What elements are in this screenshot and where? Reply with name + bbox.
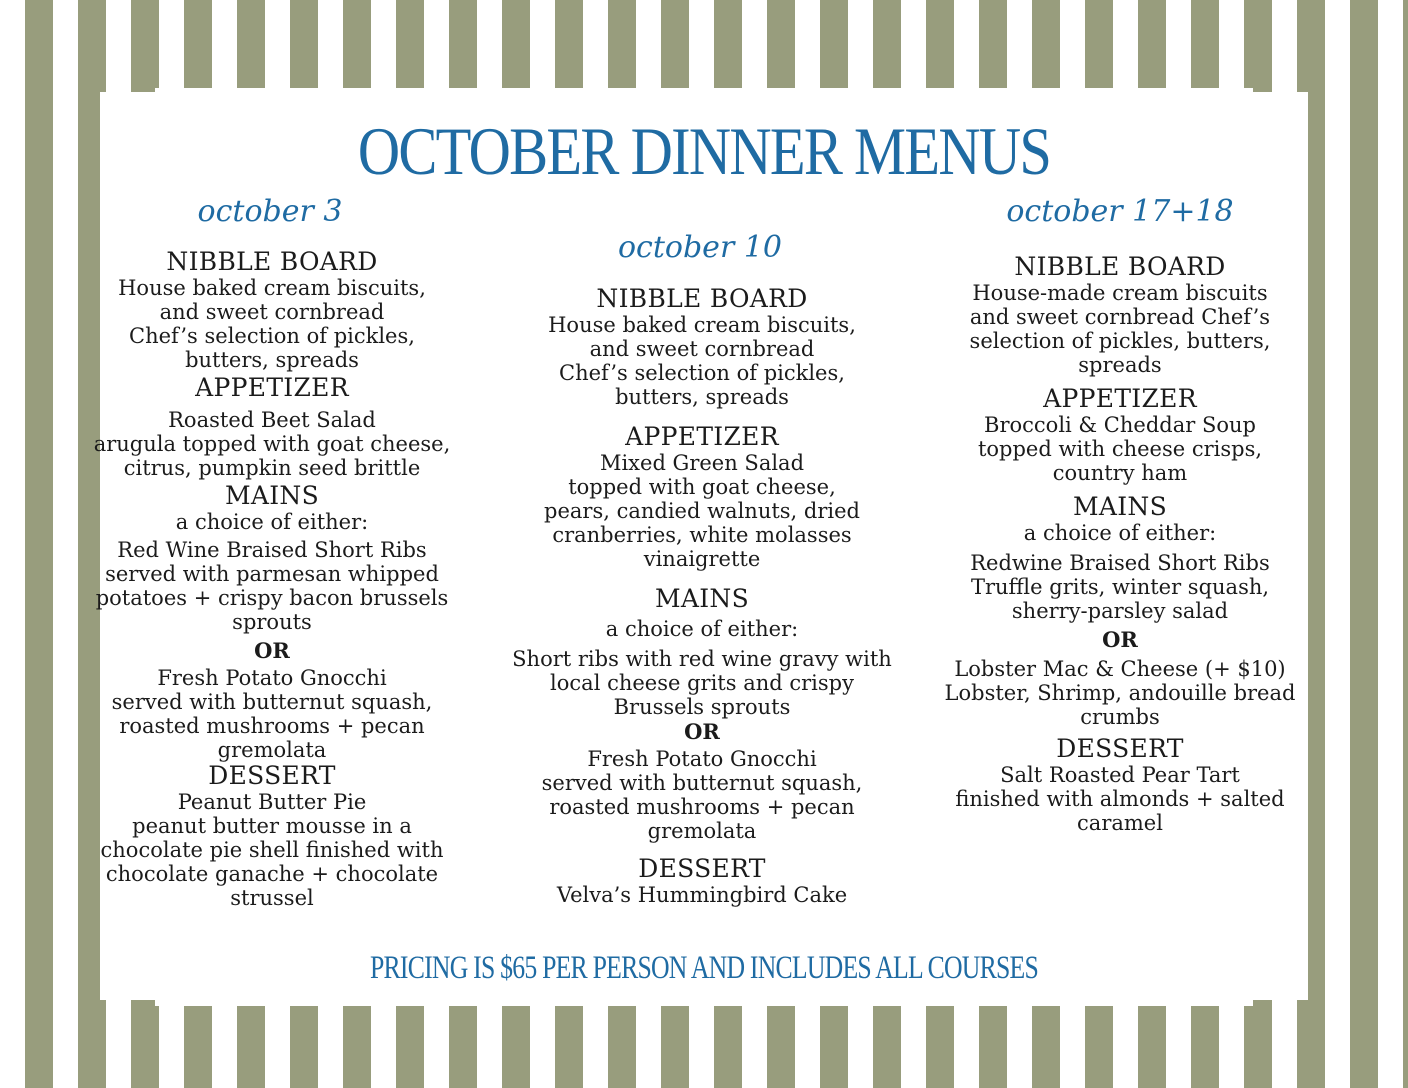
- main-option-line: roasted mushrooms + pecan: [119, 714, 425, 738]
- main-option-line: Brussels sprouts: [613, 695, 791, 719]
- mains-intro: a choice of either:: [1023, 521, 1217, 545]
- main-option-line: Fresh Potato Gnocchi: [587, 747, 817, 771]
- main-option-line: roasted mushrooms + pecan: [549, 795, 855, 819]
- appetizer-line: vinaigrette: [643, 547, 761, 571]
- page-title: OCTOBER DINNER MENUS: [357, 113, 1051, 189]
- mains-heading: MAINS: [654, 584, 750, 613]
- menu-column-october-17-18: [928, 253, 1312, 835]
- dessert-line: peanut butter mousse in a: [132, 814, 412, 838]
- panel-bottom-edge: [155, 996, 1253, 1006]
- appetizer-heading: APPETIZER: [195, 373, 349, 402]
- dessert-line: Velva’s Hummingbird Cake: [556, 883, 848, 907]
- main-option-line: served with butternut squash,: [111, 690, 433, 714]
- dessert-line: caramel: [1077, 811, 1163, 835]
- main-option-line: gremolata: [647, 819, 757, 843]
- dessert-line: chocolate pie shell finished with: [100, 838, 444, 862]
- nibble-line: Chef’s selection of pickles,: [559, 361, 845, 385]
- nibble-line: House-made cream biscuits: [972, 281, 1268, 305]
- or-divider: OR: [254, 638, 290, 663]
- mains-heading: MAINS: [224, 481, 320, 510]
- dessert-heading: DESSERT: [1056, 734, 1184, 763]
- main-option-line: served with parmesan whipped: [105, 562, 439, 586]
- date-october-10: october 10: [618, 230, 782, 265]
- nibble-line: butters, spreads: [615, 385, 789, 409]
- nibble-line: and sweet cornbread: [589, 337, 815, 361]
- main-option-line: served with butternut squash,: [541, 771, 863, 795]
- mains-intro: a choice of either:: [175, 510, 369, 534]
- main-option-line: Fresh Potato Gnocchi: [157, 666, 387, 690]
- nibble-line: House baked cream biscuits,: [548, 313, 856, 337]
- main-option-line: Short ribs with red wine gravy with: [512, 647, 892, 671]
- appetizer-line: cranberries, white molasses: [552, 523, 852, 547]
- main-option-line: crumbs: [1080, 705, 1160, 729]
- appetizer-line: topped with cheese crisps,: [977, 437, 1263, 461]
- menu-column-october-3: [80, 248, 464, 910]
- appetizer-line: Mixed Green Salad: [599, 451, 805, 475]
- nibble-line: spreads: [1078, 353, 1162, 377]
- panel-top-edge: [155, 88, 1253, 100]
- nibble-heading: NIBBLE BOARD: [596, 284, 808, 313]
- main-option-line: Lobster Mac & Cheese (+ $10): [954, 657, 1286, 681]
- dessert-heading: DESSERT: [638, 854, 766, 883]
- or-divider: OR: [1102, 627, 1138, 652]
- dessert-line: finished with almonds + salted: [955, 787, 1285, 811]
- appetizer-line: citrus, pumpkin seed brittle: [123, 456, 421, 480]
- dessert-heading: DESSERT: [208, 761, 336, 790]
- appetizer-heading: APPETIZER: [625, 422, 779, 451]
- date-october-3: october 3: [197, 194, 343, 229]
- date-october-17-18: october 17+18: [1006, 194, 1234, 229]
- main-option-line: local cheese grits and crispy: [550, 671, 854, 695]
- main-option-line: sprouts: [232, 610, 312, 634]
- mains-intro: a choice of either:: [605, 617, 799, 641]
- main-option-line: gremolata: [217, 738, 327, 762]
- dessert-line: Salt Roasted Pear Tart: [1000, 763, 1240, 787]
- main-option-line: Red Wine Braised Short Ribs: [117, 538, 427, 562]
- nibble-line: butters, spreads: [185, 348, 359, 372]
- nibble-heading: NIBBLE BOARD: [1014, 252, 1226, 281]
- mains-heading: MAINS: [1072, 492, 1168, 521]
- appetizer-line: Broccoli & Cheddar Soup: [984, 413, 1256, 437]
- appetizer-line: topped with goat cheese,: [568, 475, 836, 499]
- nibble-line: and sweet cornbread: [159, 300, 385, 324]
- main-option-line: Lobster, Shrimp, andouille bread: [944, 681, 1296, 705]
- nibble-heading: NIBBLE BOARD: [166, 247, 378, 276]
- main-option-line: Truffle grits, winter squash,: [970, 575, 1270, 599]
- appetizer-heading: APPETIZER: [1043, 384, 1197, 413]
- appetizer-line: country ham: [1052, 461, 1188, 485]
- appetizer-line: pears, candied walnuts, dried: [544, 499, 860, 523]
- dessert-line: Peanut Butter Pie: [177, 790, 367, 814]
- dessert-line: strussel: [230, 886, 314, 910]
- main-option-line: potatoes + crispy bacon brussels: [95, 586, 449, 610]
- dessert-line: chocolate ganache + chocolate: [105, 862, 439, 886]
- nibble-line: Chef’s selection of pickles,: [129, 324, 415, 348]
- or-divider: OR: [684, 719, 720, 744]
- nibble-line: selection of pickles, butters,: [969, 329, 1271, 353]
- main-option-line: Redwine Braised Short Ribs: [970, 551, 1270, 575]
- nibble-line: House baked cream biscuits,: [118, 276, 426, 300]
- menu-column-october-10: [510, 285, 894, 907]
- pricing-footer: PRICING IS $65 PER PERSON AND INCLUDES ALL COURSES: [370, 950, 1038, 986]
- appetizer-line: arugula topped with goat cheese,: [93, 432, 451, 456]
- nibble-line: and sweet cornbread Chef’s: [969, 305, 1271, 329]
- appetizer-line: Roasted Beet Salad: [168, 408, 376, 432]
- main-option-line: sherry-parsley salad: [1011, 599, 1229, 623]
